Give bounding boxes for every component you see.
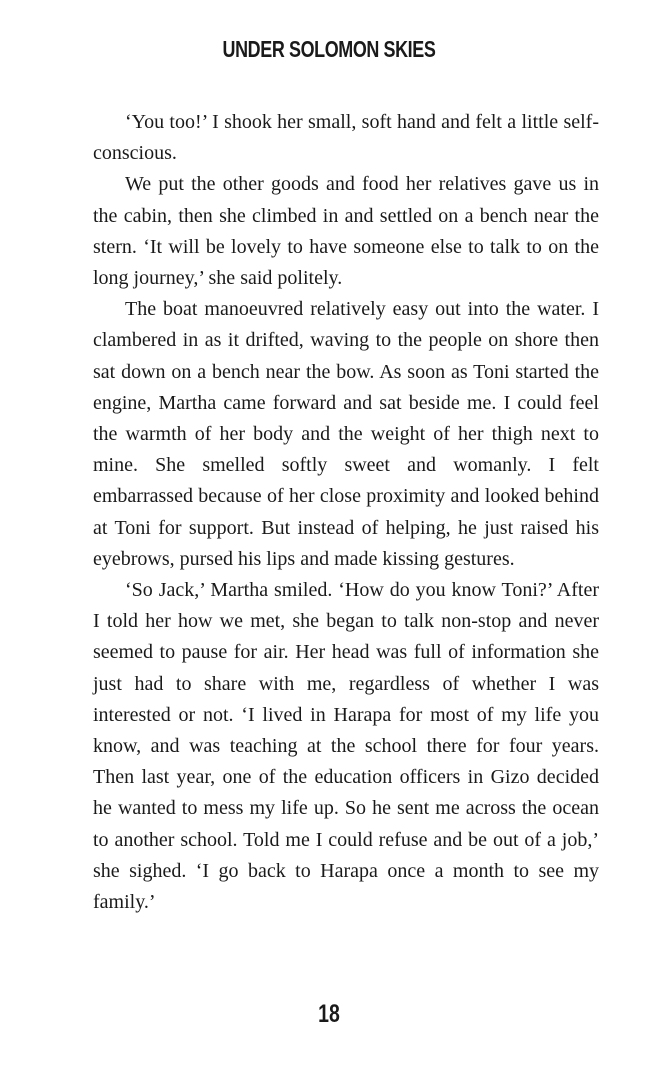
paragraph-1: ‘You too!’ I shook her small, soft hand and felt a little self-conscious. <box>93 111 599 165</box>
paragraph-2: We put the other goods and food her relatives gave us in the cabin, then she climbed in and settled on a bench near the stern. ‘It will be lovely to have someone else to talk to on the long journey,’ she said politely. <box>93 173 599 290</box>
running-head-title: UNDER SOLOMON SKIES <box>222 36 436 62</box>
paragraph-3: The boat manoeuvred relatively easy out into the water. I clambered in as it drifted, waving to the people on shore then sat down on a bench near the bow. As soon as Toni started the engine, Martha came forward and sat beside me. I could feel the warmth of her body and the weight of her thigh next to mine. She smelled softly sweet and womanly. I felt embarrassed because of her close proximity and looked behind at Toni for support. But instead of helping, he just raised his eyebrows, pursed his lips and made kissing gestures. <box>93 298 599 570</box>
page-number: 18 <box>318 1000 340 1028</box>
body-text <box>93 107 599 918</box>
paragraph-4: ‘So Jack,’ Martha smiled. ‘How do you know Toni?’ After I told her how we met, she began to talk non-stop and never seemed to pause for air. Her head was full of information she just had to share with me, regardless of whether I was interested or not. ‘I lived in Harapa for most of my life you know, and was teaching at the school there for four years. Then last year, one of the education officers in Gizo decided he wanted to mess my life up. So he sent me across the ocean to another school. Told me I could refuse and be out of a job,’ she sighed. ‘I go back to Harapa once a month to see my family.’ <box>93 579 599 914</box>
